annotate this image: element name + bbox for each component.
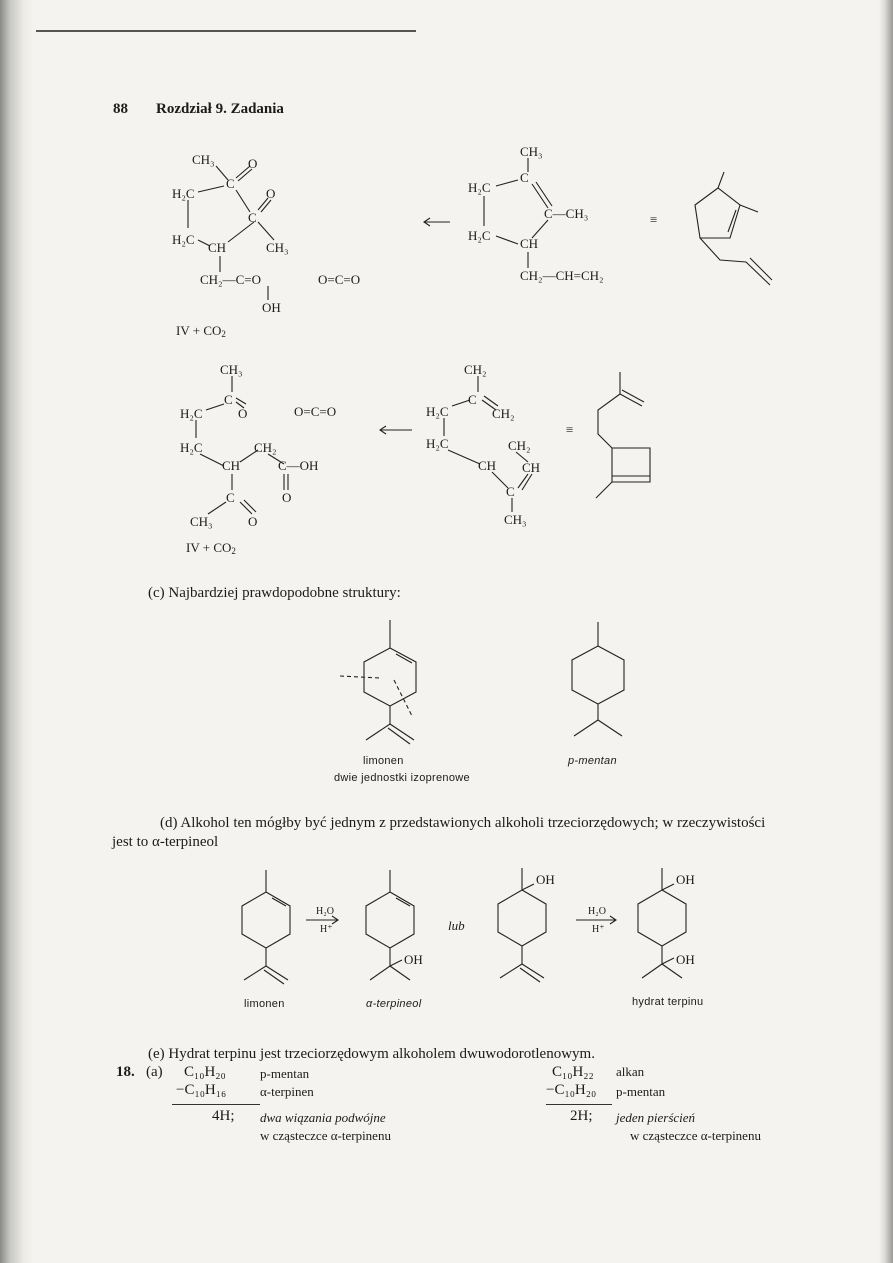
s2-ch: CH <box>222 458 241 473</box>
right-result-desc: jeden pierścień <box>616 1110 696 1125</box>
chapter-title: Rozdział 9. Zadania <box>156 101 284 117</box>
s1-o-top: O <box>248 156 258 171</box>
q18-a: (a) <box>146 1064 163 1080</box>
label-a-terpineol: α-terpineol <box>366 998 422 1010</box>
right-term2: −C₁₀H₂₀ <box>546 1082 597 1098</box>
item-e-text: (e) Hydrat terpinu jest trzeciorzędowym alkoholem dwuwodorotlenowym. <box>148 1046 595 1062</box>
s1-oh: OH <box>262 300 281 315</box>
d-oh2: OH <box>536 872 555 887</box>
s1-ch3-b: CH₃ <box>266 240 289 255</box>
s1-ch2-c-o: CH₂—C=O <box>200 272 261 287</box>
s1r-ch3: CH₃ <box>520 144 543 159</box>
d-oh4: OH <box>676 952 695 967</box>
s2r-equiv: ≡ <box>566 422 574 437</box>
s1r-c-ch3: C—CH₃ <box>544 206 589 221</box>
right-result: 2H; <box>570 1108 593 1124</box>
s2-ch3: CH₃ <box>220 362 243 377</box>
s1-c-keto: C <box>226 176 235 191</box>
s1-ch3: CH₃ <box>192 152 215 167</box>
right-name1: alkan <box>616 1064 645 1079</box>
right-name2: p-mentan <box>616 1084 666 1099</box>
s2r-c-bot: C <box>506 484 515 499</box>
s2-c-oh: C—OH <box>278 458 319 473</box>
s2-ch2: CH₂ <box>254 440 277 455</box>
s2-iv-co2: IV + $CO_2$ <box>186 540 236 556</box>
s1-h2c-bot: H₂C <box>172 232 195 247</box>
left-result-desc2: w cząsteczce α-terpinenu <box>260 1128 391 1143</box>
q18-number: 18. <box>116 1064 135 1080</box>
s2r-h2c-bot: H₂C <box>426 436 449 451</box>
s2r-c-top: C <box>468 392 477 407</box>
s2-h2c-bot: H₂C <box>180 440 203 455</box>
item-c-text: (c) Najbardziej prawdopodobne struktury: <box>148 585 401 601</box>
s1-c-mid: C <box>248 210 257 225</box>
s2r-ch2: CH₂ <box>464 362 487 377</box>
label-hydrat: hydrat terpinu <box>632 996 704 1008</box>
s2-o-acid: O <box>282 490 292 505</box>
s2-c-bot: C <box>226 490 235 505</box>
s1-o-mid: O <box>266 186 276 201</box>
s2r-h2c-top: H₂C <box>426 404 449 419</box>
s1r-ch2-ch-ch2: CH₂—CH=CH₂ <box>520 268 604 283</box>
s1r-equiv: ≡ <box>650 212 658 227</box>
item-d-line1: (d) Alkohol ten mógłby być jednym z przedstawionych alkoholi trzeciorzędowych; w rzeczywistości <box>160 815 766 831</box>
s2-o-keto: O <box>238 406 248 421</box>
s2-o-c-o: O=C=O <box>294 404 337 419</box>
s1-iv-co2: IV + $CO_2$ <box>176 323 226 339</box>
s2-ch3-bot: CH₃ <box>190 514 213 529</box>
right-result-desc2: w cząsteczce α-terpinenu <box>630 1128 761 1143</box>
left-term2: −C₁₀H₁₆ <box>176 1082 227 1098</box>
label-limonen-2: limonen <box>244 998 285 1010</box>
left-name1: p-mentan <box>260 1066 310 1081</box>
label-isoprene: dwie jednostki izoprenowe <box>334 772 470 784</box>
s1r-ch: CH <box>520 236 539 251</box>
s1r-h2c-bot: H₂C <box>468 228 491 243</box>
s1-o-c-o: O=C=O <box>318 272 361 287</box>
s2r-ch2-right: CH₂ <box>492 406 515 421</box>
d-arrow1-h2o: H₂O <box>316 906 334 917</box>
left-term1: C₁₀H₂₀ <box>184 1064 226 1080</box>
left-result-desc: dwa wiązania podwójne <box>260 1110 386 1125</box>
s2r-ch-right: CH <box>522 460 541 475</box>
d-arrow1-hplus: H⁺ <box>320 924 333 935</box>
d-oh1: OH <box>404 952 423 967</box>
d-arrow2-h2o: H₂O <box>588 906 606 917</box>
right-sum-line <box>546 1104 612 1105</box>
d-lub: lub <box>448 918 465 933</box>
page-number: 88 <box>113 101 128 117</box>
s1r-h2c-top: H₂C <box>468 180 491 195</box>
s2-h2c-top: H₂C <box>180 406 203 421</box>
s2r-ch2-b: CH₂ <box>508 438 531 453</box>
s2r-ch3: CH₃ <box>504 512 527 527</box>
left-result: 4H; <box>212 1108 235 1124</box>
item-d-line2: jest to α-terpineol <box>112 834 219 850</box>
s2-o-bot: O <box>248 514 258 529</box>
d-arrow2-hplus: H⁺ <box>592 924 605 935</box>
s2r-ch-left: CH <box>478 458 497 473</box>
s1-h2c-top: H₂C <box>172 186 195 201</box>
right-term1: C₁₀H₂₂ <box>552 1064 594 1080</box>
left-name2: α-terpinen <box>260 1084 314 1099</box>
d-oh3: OH <box>676 872 695 887</box>
left-sum-line <box>172 1104 260 1105</box>
label-p-mentan: p-mentan <box>568 755 617 767</box>
s2-c-keto: C <box>224 392 233 407</box>
s1r-c: C <box>520 170 529 185</box>
s1-ch: CH <box>208 240 227 255</box>
label-limonen: limonen <box>363 755 404 767</box>
